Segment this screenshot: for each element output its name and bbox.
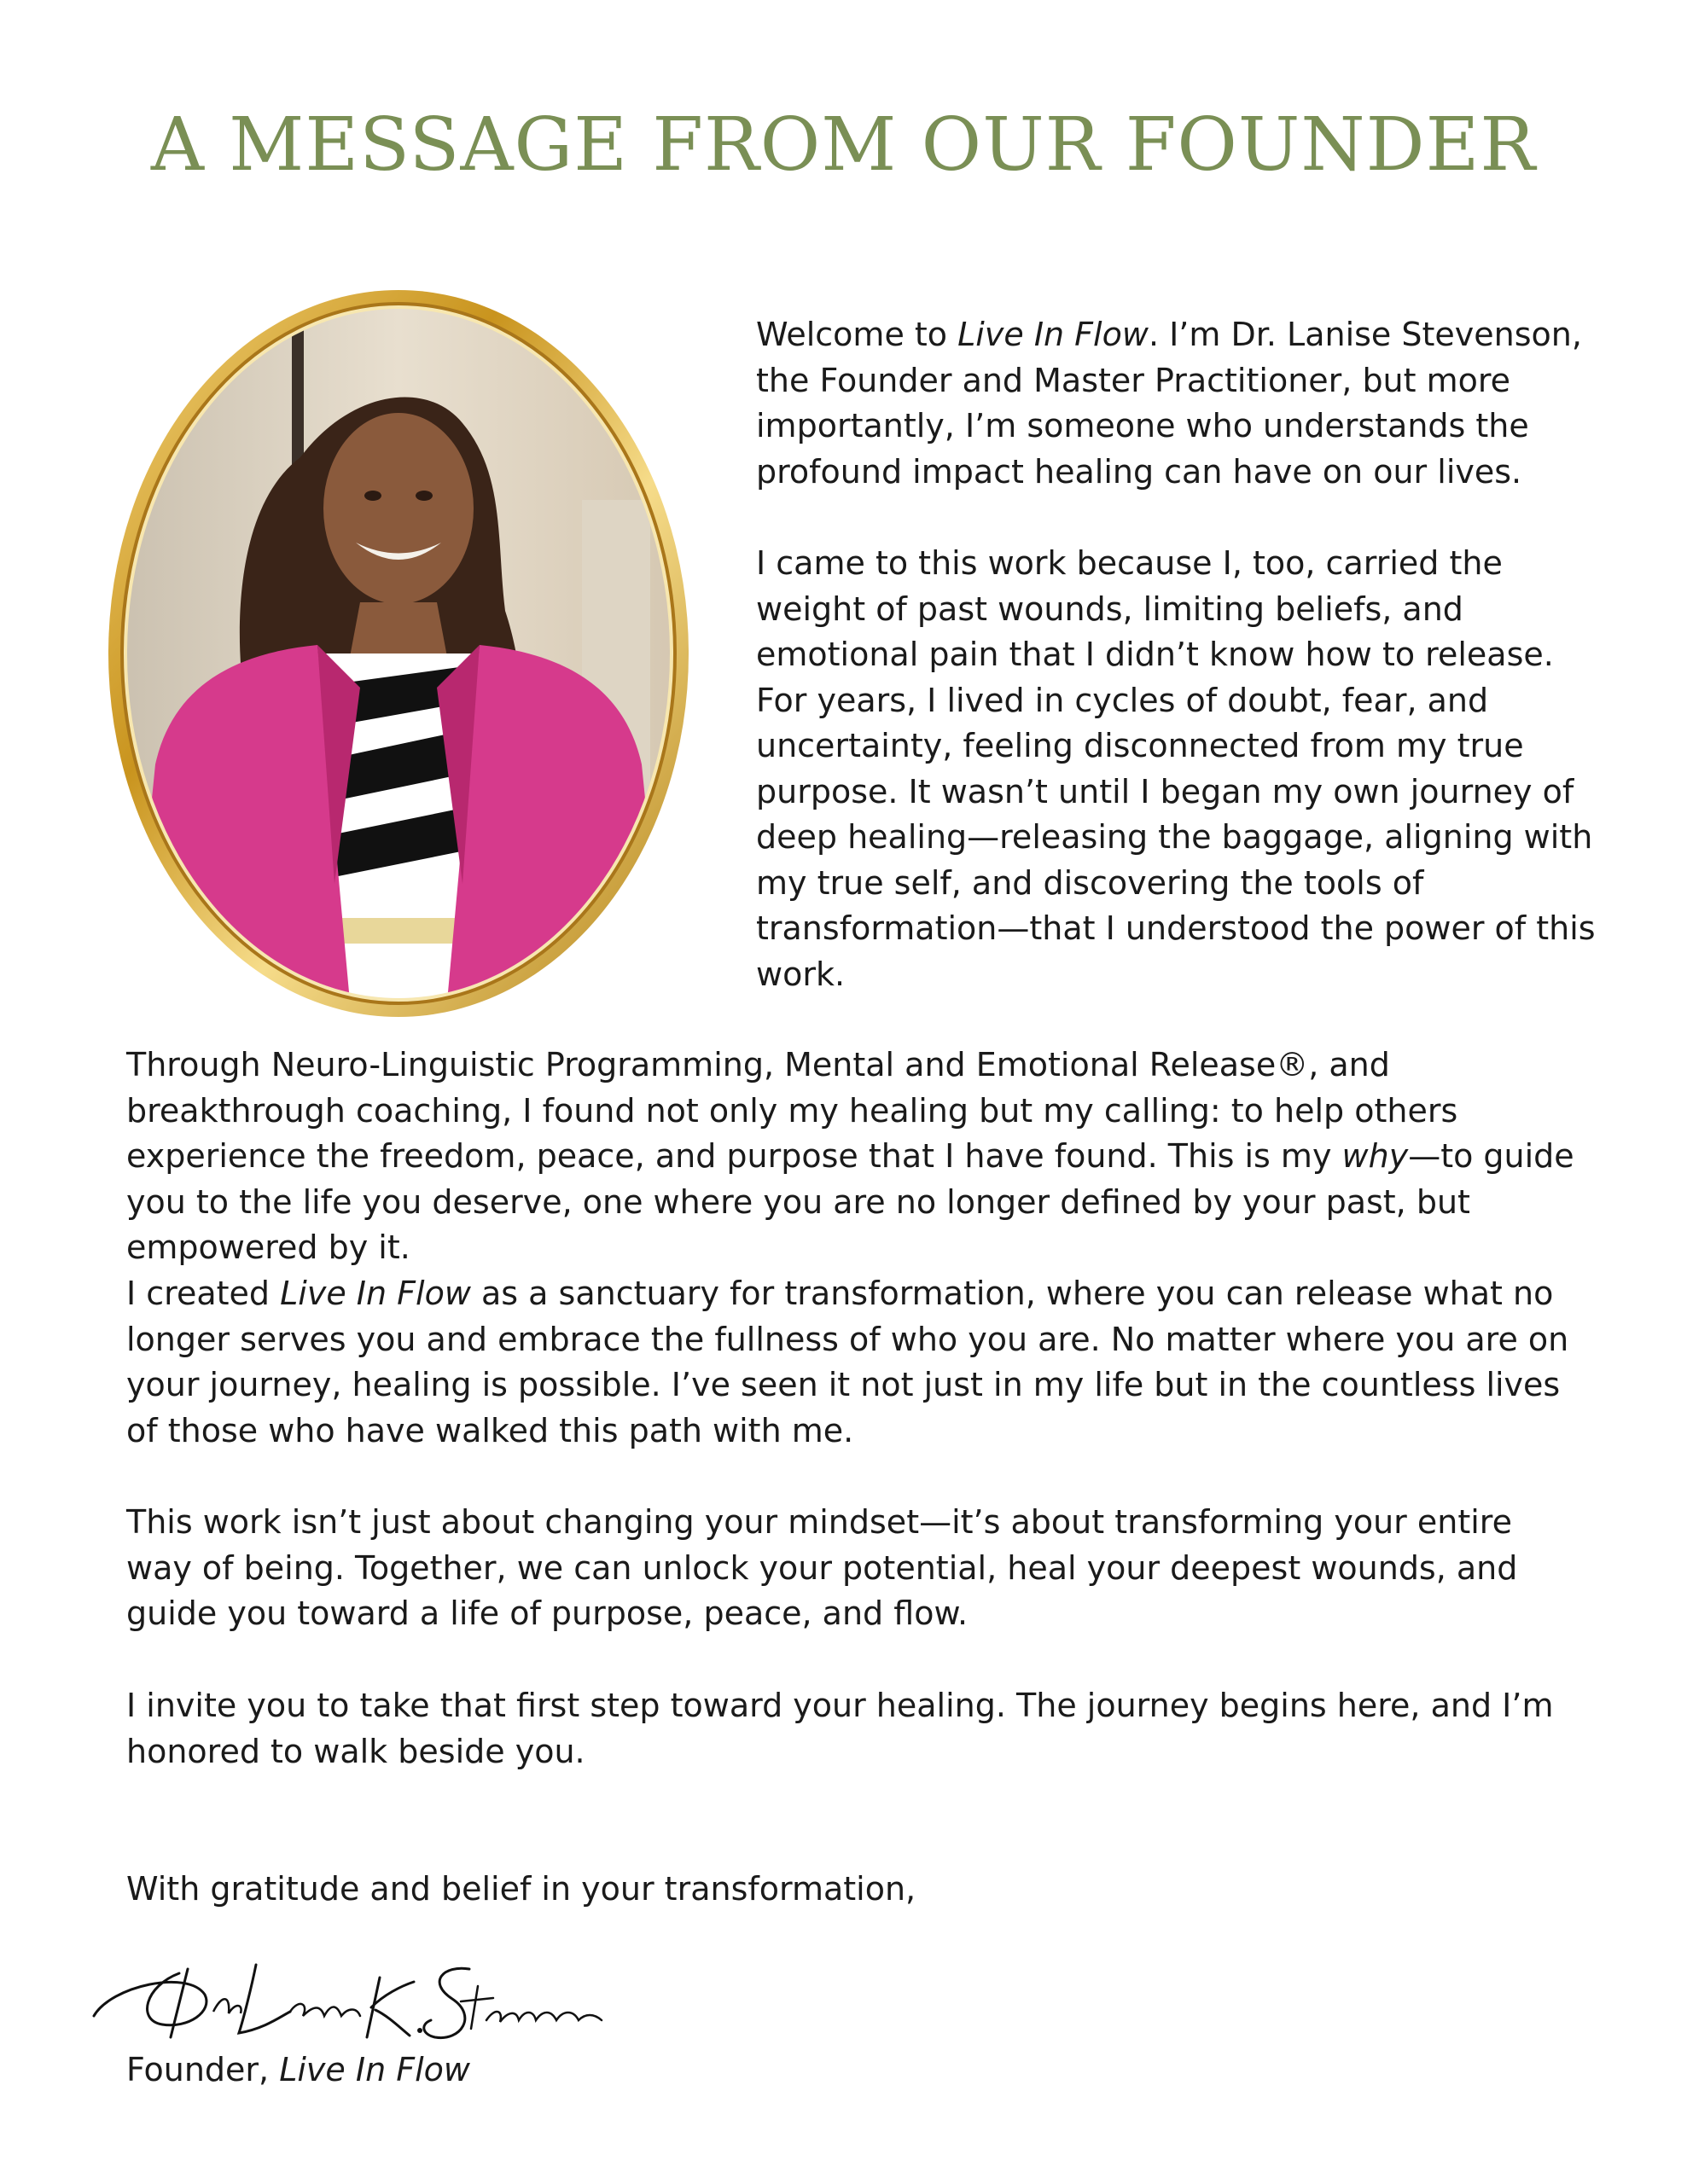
intro-text-end: . I’m Dr. Lanise Stevenson, the Founder and Master Practitioner, but more importantly, I’m someone who understands the profound impact healing can have on our lives. [756,316,1582,491]
story-paragraph: I came to this work because I, too, carried the weight of past wounds, limiting beliefs, and emotional pain that I didn’t know how to release. For years, I lived in cycles of doubt, fear, and uncertainty, feeling disconnected from my true purpose. It wasn’t until I began my own journey of deep healing—releasing the baggage, aligning with my true self, and discovering the tools of transformation—that I understood the power of this work. [756,544,1596,993]
founder-line [126,2048,1577,2094]
brand-name: Live In Flow [279,2051,470,2088]
portrait-photo-icon [104,287,693,1020]
mindset-paragraph: This work isn’t just about changing your mindset—it’s about transforming your entire way of being. Together, we can unlock your potential, heal your deepest wounds, and guide you toward a life of purpose, peace, and flow. [126,1503,1518,1632]
invitation-paragraph: I invite you to take that first step toward your healing. The journey begins here, and I’m honored to walk beside you. [126,1687,1554,1770]
page-title: A MESSAGE FROM OUR FOUNDER [150,102,1537,188]
intro-text-start: Welcome to [756,316,958,353]
calling-paragraph [126,1043,1577,1271]
handwritten-signature [85,1935,614,2054]
intro-paragraph [756,312,1609,495]
founder-portrait [104,287,693,1020]
sanctuary-text-end: as a sanctuary for transformation, where you can release what no longer serves you and embrace the fullness of who you are. No matter where you are on your journey, healing is possible. I’ve seen it not just in my life but in the countless lives of those who have walked this path with me. [126,1275,1569,1449]
signature-icon [85,1935,614,2054]
closing-line: With gratitude and belief in your transformation, [126,1870,916,1908]
calling-text-start: Through Neuro-Linguistic Programming, Mental and Emotional Release®, and breakthrough coaching, I found not only my healing but my calling: to help others experience the freedom, peace, and purpose that I have found. This is my [126,1046,1458,1175]
sanctuary-paragraph [126,1271,1577,1454]
sanctuary-text-start: I created [126,1275,281,1312]
why-emphasis: why [1341,1137,1409,1175]
brand-name: Live In Flow [957,316,1149,353]
calling-text-end: —to guide you to the life you deserve, one where you are no longer defined by your past, but empowered by it. [126,1137,1574,1266]
brand-name: Live In Flow [280,1275,471,1312]
founder-label: Founder, [126,2051,280,2088]
